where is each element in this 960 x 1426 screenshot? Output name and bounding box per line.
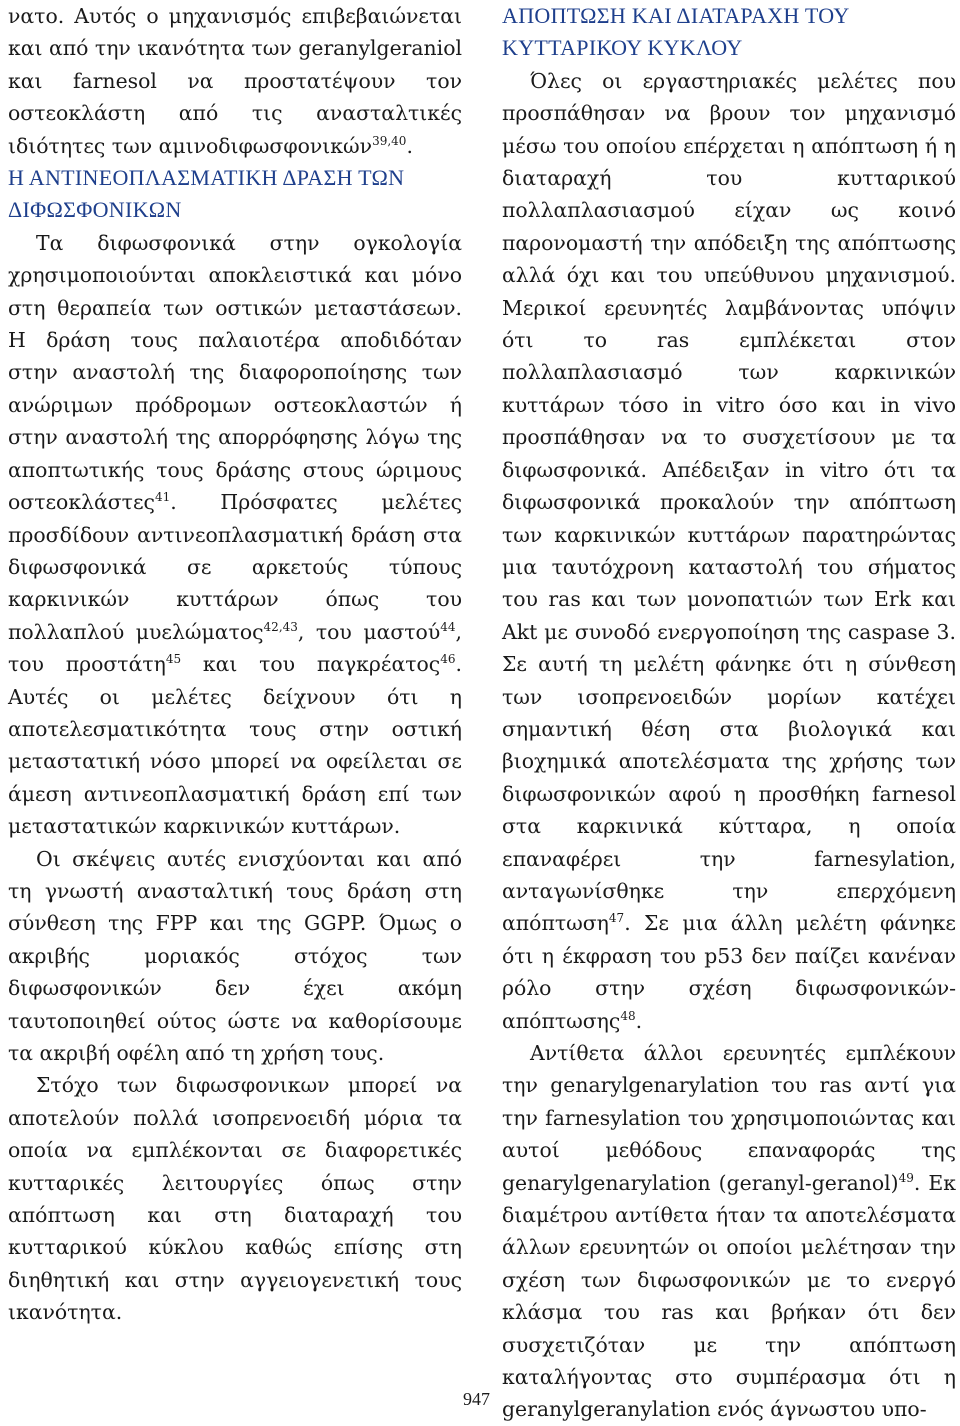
- right-paragraph-1: Όλες οι εργαστηριακές μελέτες που προσπάθησαν να βρουν τον μηχανισμό μέσω του οποίου επέρχεται η απόπτωση ή η διαταραχή του κυτταρικού πολλαπλασιασμού είχαν ως κοινό παρονομαστή την απόδειξη της απόπτωσης αλλά όχι και του υπεύθυνου μηχανισμού. Μερικοί ερευνητές λαμβάνοντας υπόψιν ότι το ras εμπλέκεται στον πολλαπλασιασμό των καρκινικών κυττάρων τόσο in vitro όσο και in vivo προσπάθησαν να το συσχετίσουν με τα διφωσφονικά. Απέδειξαν in vitro ότι τα διφωσφονικά προκαλούν την απόπτωση των καρκινικών κυττάρων παρατηρώντας μια ταυτόχρονη καταστολή του σήματος του ras και των μονοπατιών των Erk και Akt με συνοδό ενεργοποίηση της caspase 3. Σε αυτή τη μελέτη φάνηκε ότι η σύνθεση των ισοπρενοειδών μορίων κατέχει σημαντική θέση στα βιολογικά και βιοχημικά αποτελέσματα της χρήσης των διφωσφονικών αφού η προσθήκη farnesol στα καρκινικά κύτταρα, η οποία επαναφέρει την farnesylation, ανταγωνίσθηκε την επερχόμενη απόπτωση$^{47}$. Σε μια άλλη μελέτη φάνηκε ότι η έκφραση του p53 δεν παίζει κανέναν ρόλο στην σχέση διφωσφονικών-απόπτωσης$^{48}$.: [502, 68, 956, 1033]
- left-paragraph-4: Στόχο των διφωσφονικων μπορεί να αποτελούν πολλά ισοπρενοειδή μόρια τα οποία να εμπλέκονται σε διαφορετικές κυτταρικές λειτουργίες όπως στην απόπτωση και στη διαταραχή του κυτταρικού κύκλου καθώς επίσης στη διηθητική και στην αγγειογενετική τους ικανότητα.: [8, 1073, 462, 1325]
- section-heading-antineoplastic: Η ΑΝΤΙΝΕΟΠΛΑΣΜΑΤΙΚΗ ΔΡΑΣΗ ΤΩΝ ΔΙΦΩΣΦΟΝΙΚΩΝ: [8, 165, 405, 223]
- citation: 41: [154, 490, 171, 505]
- left-paragraph-1: νατο. Αυτός ο μηχανισμός επιβεβαιώνεται και από την ικανότητα των geranylgeraniol και farnesol να προστατέψουν τον οστεοκλάστη από τις ανασταλτικές ιδιότητες των αμινοδιφωσφονικών$^{39,40}$.: [8, 4, 462, 158]
- left-column: [8, 0, 462, 1329]
- left-paragraph-3: Οι σκέψεις αυτές ενισχύονται και από τη γνωστή ανασταλτική τους δράση στη σύνθεση της FPP και της GGPP. Όμως ο ακριβής μοριακός στόχος των διφωσφονικών δεν έχει ακόμη ταυτοποιηθεί ούτος ώστε να καθορίσουμε τα ακριβή οφέλη από τη χρήση τους.: [8, 846, 462, 1065]
- right-column: [502, 0, 956, 1426]
- citation: 42,43: [263, 619, 298, 634]
- page-number: 947: [463, 1389, 490, 1409]
- left-paragraph-2: Τα διφωσφονικά στην ογκολογία χρησιμοποιούνται αποκλειστικά και μόνο στη θεραπεία των οστικών μεταστάσεων. Η δράση τους παλαιοτέρα αποδιδόταν στην αναστολή της διαφοροποίησης των ανώριμων πρόδρομων οστεοκλαστών ή στην αναστολή της απορρόφησης λόγω της αποπτωτικής τους δράσης στους ώριμους οστεοκλάστες$^{41}$. Πρόσφατες μελέτες προσδίδουν αντινεοπλασματική δράση στα διφωσφονικά σε αρκετούς τύπους καρκινικών κυττάρων όπως του πολλαπλού μυελώματος$^{42,43}$, του μαστού$^{44}$, του προστάτη$^{45}$ και του παγκρέατος$^{46}$. Αυτές οι μελέτες δείχνουν ότι η αποτελεσματικότητα τους στην οστική μεταστατική νόσο μπορεί να οφείλεται σε άμεση αντινεοπλασματική δράση επί των μεταστατικών καρκινικών κυττάρων.: [8, 230, 462, 839]
- citation: 39,40: [372, 133, 407, 148]
- citation: 48: [620, 1008, 636, 1023]
- section-heading-apoptosis: ΑΠΟΠΤΩΣΗ ΚΑΙ ΔΙΑΤΑΡΑΧΗ ΤΟΥ ΚΥΤΤΑΡΙΚΟΥ ΚΥΚΛΟΥ: [502, 3, 849, 61]
- citation: 45: [165, 652, 182, 667]
- citation: 44: [440, 619, 456, 634]
- citation: 49: [898, 1170, 914, 1185]
- citation: 46: [440, 652, 456, 667]
- right-paragraph-2: Αντίθετα άλλοι ερευνητές εμπλέκουν την genarylgenarylation του ras αντί για την farnesylation του χρησιμοποιώντας και αυτοί μεθόδους επαναφοράς της genarylgenarylation (geranyl-geranol)$^{49}$. Εκ διαμέτρου αντίθετα ήταν τα αποτελέσματα άλλων ερευνητών οι οποίοι μελέτησαν την σχέση των διφωσφονικών με το ενεργό κλάσμα του ras και βρήκαν ότι δεν συσχετιζόταν με την απόπτωση καταλήγοντας στο συμπέρασμα ότι η geranylgeranylation ενός άγνωστου υπο-: [502, 1041, 957, 1422]
- citation: 47: [608, 911, 625, 926]
